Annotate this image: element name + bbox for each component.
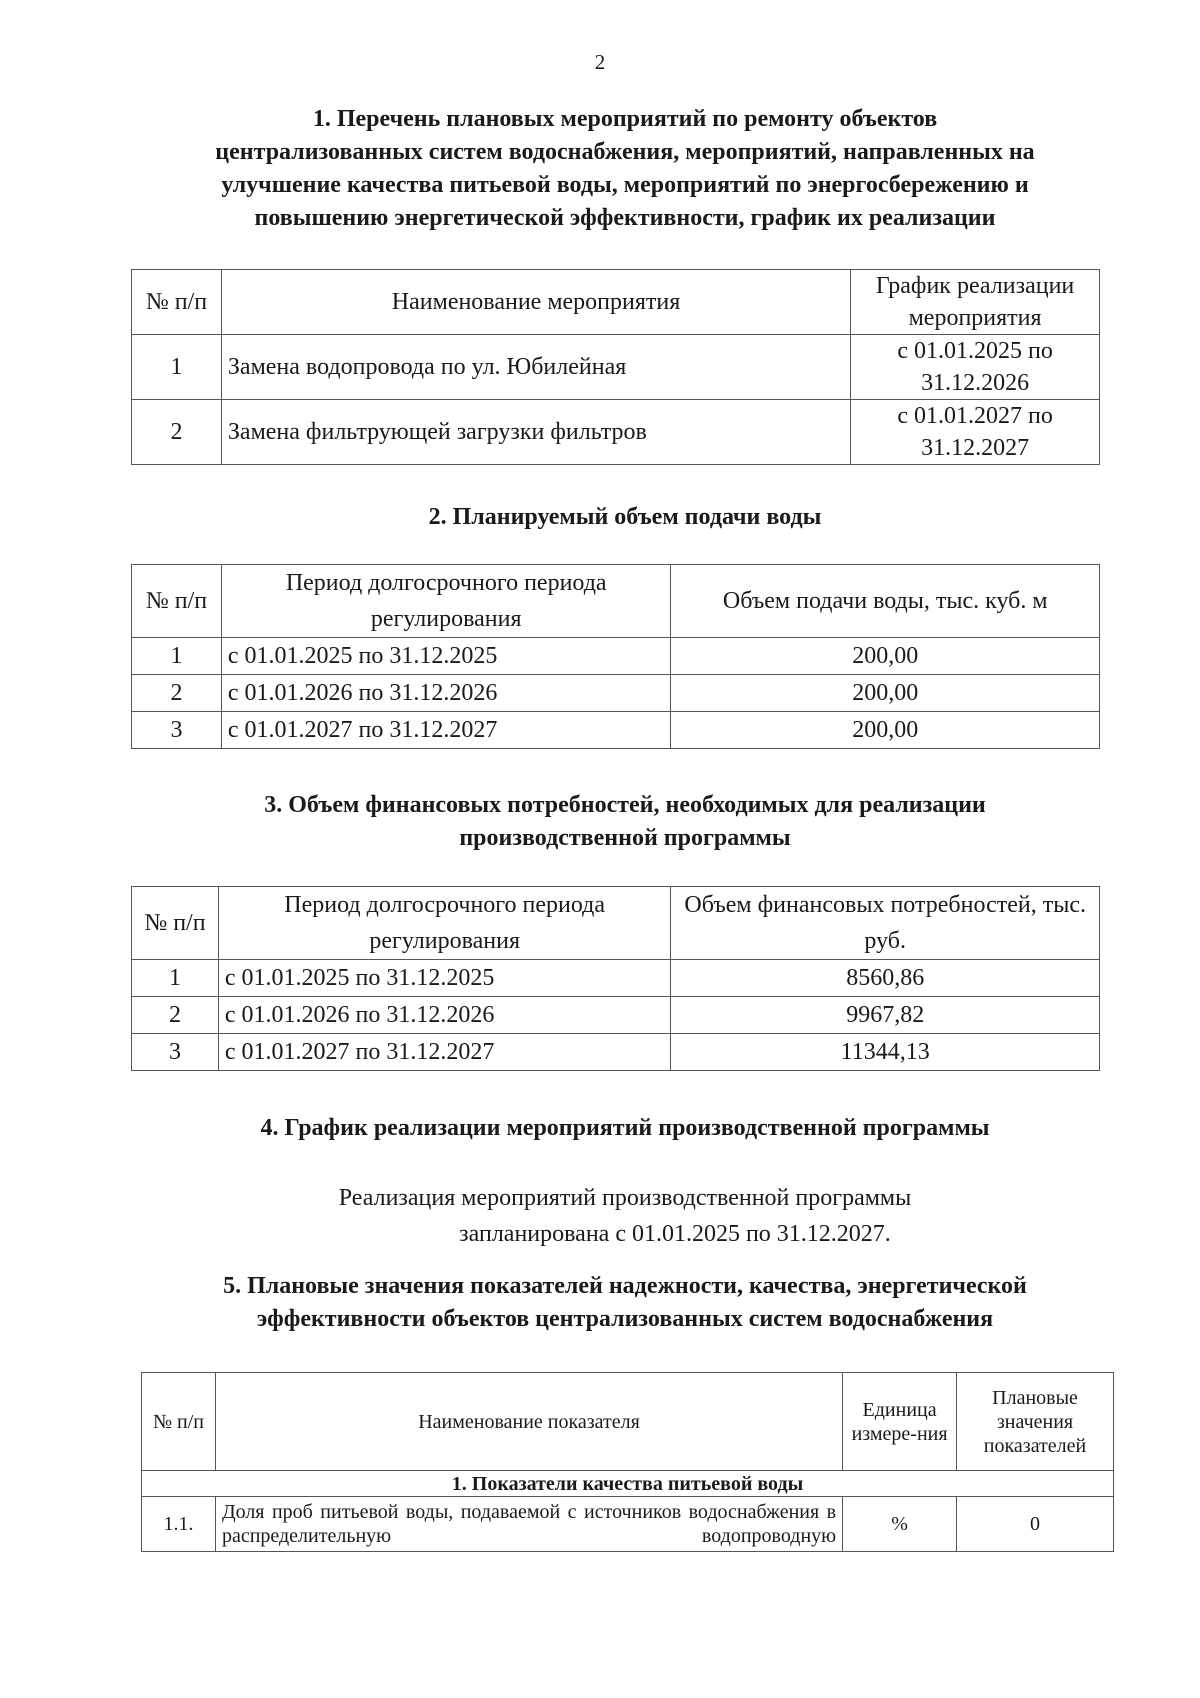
row-schedule: с 01.01.2027 по 31.12.2027 bbox=[851, 400, 1100, 465]
row-num: 3 bbox=[132, 1034, 219, 1071]
group-title: 1. Показатели качества питьевой воды bbox=[142, 1471, 1114, 1497]
row-name: Замена водопровода по ул. Юбилейная bbox=[221, 335, 850, 400]
page-number: 2 bbox=[594, 50, 606, 74]
row-value: 11344,13 bbox=[671, 1034, 1100, 1071]
row-num: 3 bbox=[132, 712, 222, 749]
header-name: Наименование показателя bbox=[215, 1373, 842, 1471]
header-value: Объем подачи воды, тыс. куб. м bbox=[671, 565, 1100, 638]
table-header-row bbox=[132, 565, 1100, 638]
section5-title-line: эффективности объектов централизованных систем водоснабжения bbox=[256, 1306, 994, 1332]
row-period: с 01.01.2026 по 31.12.2026 bbox=[221, 675, 671, 712]
indicators-table bbox=[141, 1372, 1114, 1552]
row-value: 200,00 bbox=[671, 712, 1100, 749]
header-period: Период долгосрочного периода регулирования bbox=[221, 565, 671, 638]
section2-title-line: 2. Планируемый объем подачи воды bbox=[428, 504, 822, 530]
header-value: Объем финансовых потребностей, тыс. руб. bbox=[671, 887, 1100, 960]
section4-text bbox=[100, 1180, 1150, 1252]
section2-title bbox=[100, 501, 1150, 534]
section4-text-line: Реализация мероприятий производственной программы bbox=[338, 1185, 912, 1211]
row-schedule: с 01.01.2025 по 31.12.2026 bbox=[851, 335, 1100, 400]
table-header-row bbox=[132, 270, 1100, 335]
row-num: 2 bbox=[132, 400, 222, 465]
section1-title-line: повышению энергетической эффективности, график их реализации bbox=[254, 205, 996, 231]
header-name: Наименование мероприятия bbox=[221, 270, 850, 335]
table-row bbox=[132, 400, 1100, 465]
table-header-row bbox=[142, 1373, 1114, 1471]
header-plan: Плановые значения показателей bbox=[957, 1373, 1114, 1471]
row-value: 200,00 bbox=[671, 675, 1100, 712]
table-row bbox=[132, 638, 1100, 675]
header-unit: Единица измере-ния bbox=[843, 1373, 957, 1471]
group-row bbox=[142, 1471, 1114, 1497]
row-num: 2 bbox=[132, 997, 219, 1034]
row-period: с 01.01.2026 по 31.12.2026 bbox=[218, 997, 671, 1034]
row-name: Замена фильтрующей загрузки фильтров bbox=[221, 400, 850, 465]
header-schedule: График реализации мероприятия bbox=[851, 270, 1100, 335]
activities-table bbox=[131, 269, 1100, 465]
table-row bbox=[142, 1497, 1114, 1552]
section3-title-line: 3. Объем финансовых потребностей, необходимых для реализации bbox=[264, 792, 986, 818]
section4-title-line: 4. График реализации мероприятий производственной программы bbox=[260, 1115, 990, 1141]
section4-title bbox=[100, 1112, 1150, 1145]
header-period: Период долгосрочного периода регулирования bbox=[218, 887, 671, 960]
section5-title bbox=[100, 1270, 1150, 1336]
row-num: 1 bbox=[132, 638, 222, 675]
row-num: 1 bbox=[132, 960, 219, 997]
row-unit: % bbox=[843, 1497, 957, 1552]
table-row bbox=[132, 712, 1100, 749]
table-header-row bbox=[132, 887, 1100, 960]
header-num: № п/п bbox=[132, 887, 219, 960]
header-num: № п/п bbox=[132, 270, 222, 335]
row-value: 8560,86 bbox=[671, 960, 1100, 997]
section3-title-line: производственной программы bbox=[459, 825, 791, 851]
row-value: 9967,82 bbox=[671, 997, 1100, 1034]
header-num: № п/п bbox=[132, 565, 222, 638]
section1-title-line: улучшение качества питьевой воды, мероприятий по энергосбережению и bbox=[221, 172, 1029, 198]
table-row bbox=[132, 1034, 1100, 1071]
section1-title bbox=[100, 103, 1150, 235]
row-value: 200,00 bbox=[671, 638, 1100, 675]
table-row bbox=[132, 335, 1100, 400]
section3-title bbox=[100, 789, 1150, 855]
section1-title-line: централизованных систем водоснабжения, мероприятий, направленных на bbox=[215, 139, 1035, 165]
row-num: 1.1. bbox=[142, 1497, 216, 1552]
header-num: № п/п bbox=[142, 1373, 216, 1471]
row-name: Доля проб питьевой воды, подаваемой с источников водоснабжения в распределительную водопроводную bbox=[215, 1497, 842, 1552]
section4-text-line: запланирована с 01.01.2025 по 31.12.2027. bbox=[459, 1221, 891, 1247]
row-num: 1 bbox=[132, 335, 222, 400]
row-num: 2 bbox=[132, 675, 222, 712]
water-volume-table bbox=[131, 564, 1100, 749]
financial-needs-table bbox=[131, 886, 1100, 1071]
table-row bbox=[132, 675, 1100, 712]
table-row bbox=[132, 960, 1100, 997]
row-period: с 01.01.2025 по 31.12.2025 bbox=[221, 638, 671, 675]
table-row bbox=[132, 997, 1100, 1034]
row-plan: 0 bbox=[957, 1497, 1114, 1552]
row-period: с 01.01.2027 по 31.12.2027 bbox=[221, 712, 671, 749]
row-period: с 01.01.2027 по 31.12.2027 bbox=[218, 1034, 671, 1071]
section1-title-line: 1. Перечень плановых мероприятий по ремонту объектов bbox=[312, 106, 938, 132]
row-period: с 01.01.2025 по 31.12.2025 bbox=[218, 960, 671, 997]
section5-title-line: 5. Плановые значения показателей надежности, качества, энергетической bbox=[223, 1273, 1027, 1299]
